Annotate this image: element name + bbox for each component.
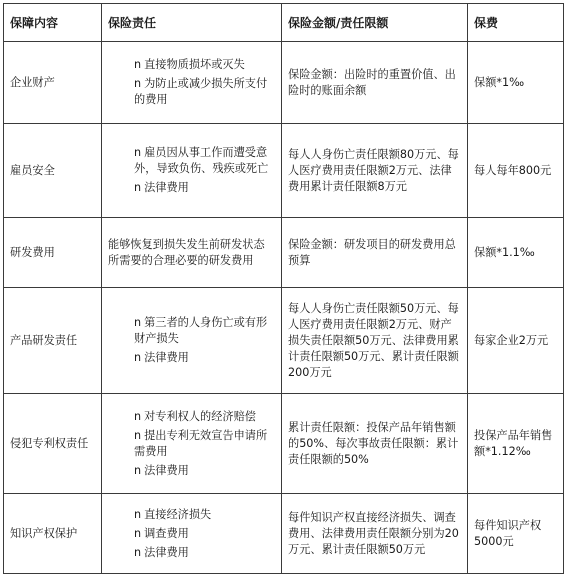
header-cell: 保费 xyxy=(468,4,564,42)
premium-cell: 每人每年800元 xyxy=(468,124,564,218)
bullet-marker: n xyxy=(134,428,142,442)
amount-cell: 每人人身伤亡责任限额50万元、每人医疗费用责任限额2万元、财产损失责任限额50万元、法律费用累计责任限额50万元、累计责任限额200万元 xyxy=(282,288,468,394)
header-cell: 保险责任 xyxy=(102,4,282,42)
bullet-marker: n xyxy=(134,58,142,71)
bullet-marker: n xyxy=(134,351,142,364)
coverage-cell: 能够恢复到损失发生前研发状态所需要的合理必要的研发费用 xyxy=(102,218,282,288)
table-row xyxy=(4,124,564,218)
item-cell: 侵犯专利权责任 xyxy=(4,394,102,494)
table-row xyxy=(4,288,564,394)
amount-cell: 保险金额：出险时的重置价值、出险时的账面余额 xyxy=(282,42,468,124)
bullet-marker: n xyxy=(134,409,142,423)
coverage-item: n 法律费用 xyxy=(134,463,189,477)
table-header-row xyxy=(4,4,564,42)
item-cell: 企业财产 xyxy=(4,42,102,124)
bullet-marker: n xyxy=(134,146,142,159)
bullet-marker: n xyxy=(134,526,142,540)
coverage-item: n 直接经济损失 xyxy=(134,507,212,521)
bullet-marker: n xyxy=(134,77,142,90)
amount-cell: 每人人身伤亡责任限额80万元、每人医疗费用责任限额2万元、法律费用累计责任限额8万元 xyxy=(282,124,468,218)
coverage-list xyxy=(108,507,275,561)
coverage-cell xyxy=(102,124,282,218)
header-cell: 保障内容 xyxy=(4,4,102,42)
item-cell: 研发费用 xyxy=(4,218,102,288)
table-row xyxy=(4,218,564,288)
bullet-marker: n xyxy=(134,545,142,559)
coverage-item: n 为防止或减少损失所支付的费用 xyxy=(134,77,268,106)
table-row xyxy=(4,394,564,494)
bullet-marker: n xyxy=(134,507,142,521)
coverage-item: n 直接物质损坏或灭失 xyxy=(134,58,245,71)
coverage-list xyxy=(108,145,275,196)
coverage-item: n 调查费用 xyxy=(134,526,189,540)
amount-cell: 累计责任限额：投保产品年销售额的50%、每次事故责任限额：累计责任限额的50% xyxy=(282,394,468,494)
coverage-cell xyxy=(102,494,282,574)
premium-cell: 保额*1‰ xyxy=(468,42,564,124)
premium-cell: 每件知识产权5000元 xyxy=(468,494,564,574)
table-row xyxy=(4,494,564,574)
coverage-list xyxy=(108,315,275,366)
coverage-list xyxy=(108,409,275,479)
amount-cell: 保险金额：研发项目的研发费用总预算 xyxy=(282,218,468,288)
premium-cell: 每家企业2万元 xyxy=(468,288,564,394)
coverage-list xyxy=(108,57,275,108)
coverage-cell xyxy=(102,42,282,124)
coverage-item: n 对专利权人的经济赔偿 xyxy=(134,409,256,423)
coverage-item: n 雇员因从事工作而遭受意外，导致负伤、残疾或死亡 xyxy=(134,146,269,175)
bullet-marker: n xyxy=(134,316,142,329)
coverage-item: n 法律费用 xyxy=(134,181,189,194)
coverage-item: n 法律费用 xyxy=(134,545,189,559)
coverage-item: n 第三者的人身伤亡或有形财产损失 xyxy=(134,316,268,345)
coverage-item: n 法律费用 xyxy=(134,351,189,364)
header-cell: 保险金额/责任限额 xyxy=(282,4,468,42)
bullet-marker: n xyxy=(134,463,142,477)
bullet-marker: n xyxy=(134,181,142,194)
insurance-table xyxy=(3,3,564,574)
coverage-cell xyxy=(102,394,282,494)
amount-cell: 每件知识产权直接经济损失、调查费用、法律费用责任限额分别为20万元、累计责任限额50万元 xyxy=(282,494,468,574)
coverage-item: n 提出专利无效宣告申请所需费用 xyxy=(134,428,268,458)
coverage-cell xyxy=(102,288,282,394)
item-cell: 雇员安全 xyxy=(4,124,102,218)
item-cell: 知识产权保护 xyxy=(4,494,102,574)
table-row xyxy=(4,42,564,124)
premium-cell: 保额*1.1‰ xyxy=(468,218,564,288)
item-cell: 产品研发责任 xyxy=(4,288,102,394)
premium-cell: 投保产品年销售额*1.12‰ xyxy=(468,394,564,494)
